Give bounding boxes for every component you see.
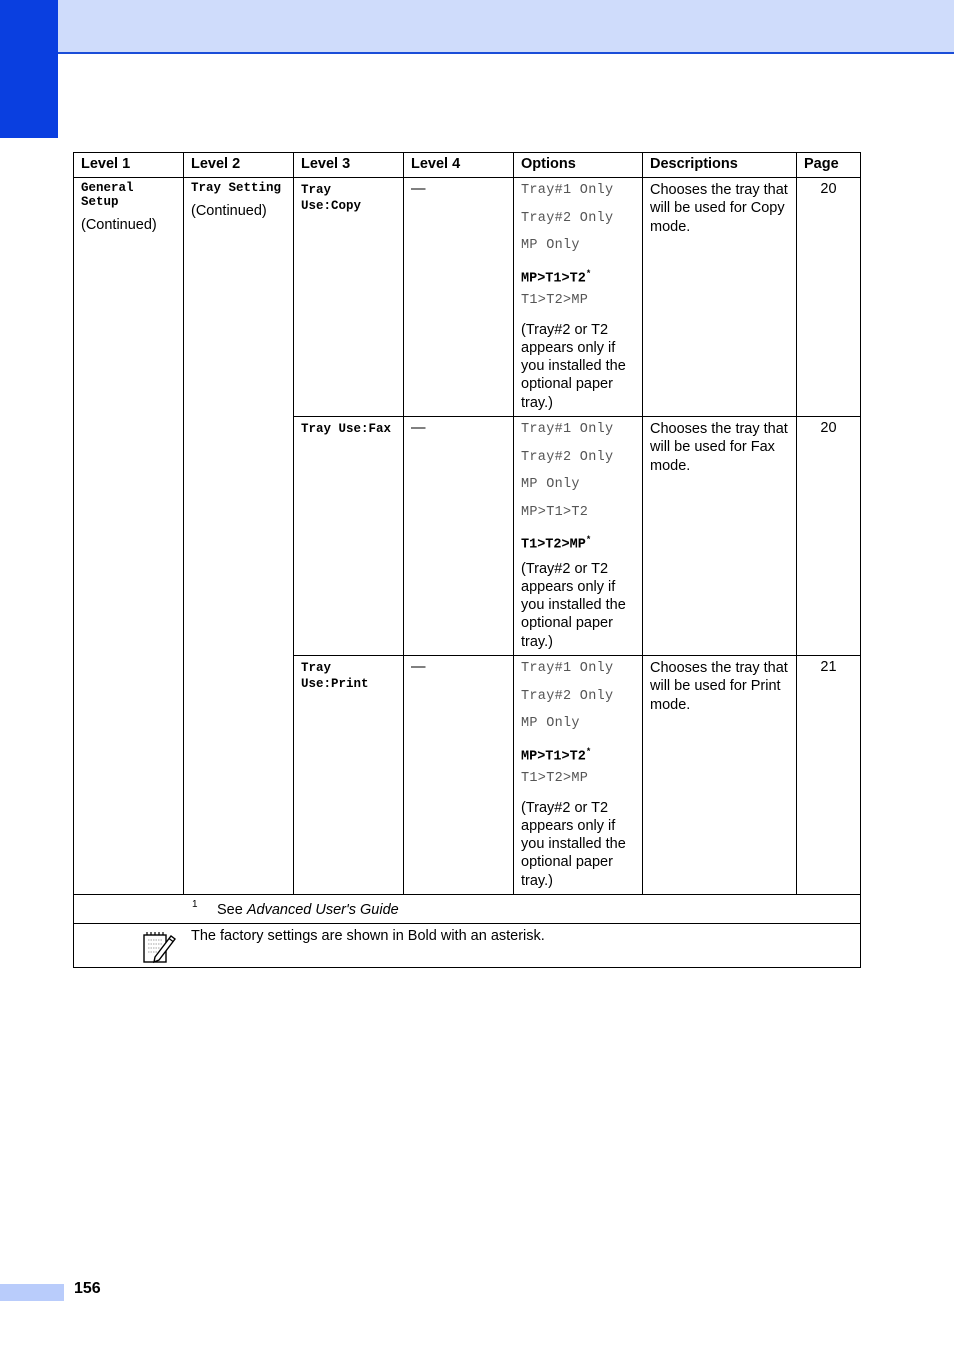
- option-label: T1>T2>MP: [521, 537, 586, 553]
- description-text: Chooses the tray that will be used for Fax mode.: [650, 421, 788, 474]
- option-default: [521, 530, 635, 558]
- page-cell: [797, 417, 861, 656]
- description-cell: [643, 417, 797, 656]
- option-label: MP>T1>T2: [521, 271, 586, 286]
- level3-setting: Tray Use: [301, 183, 332, 213]
- option-item: [521, 420, 635, 448]
- option-note: (Tray#2 or T2 appears only if you installed the optional paper tray.): [521, 799, 626, 889]
- header-row: [74, 153, 861, 178]
- option-item: [521, 769, 635, 797]
- table-row: [74, 178, 861, 417]
- option-label: MP Only: [521, 477, 580, 492]
- option-label: Tray#1 Only: [521, 422, 614, 437]
- header-level4: Level 4: [404, 153, 514, 178]
- default-asterisk: *: [585, 268, 592, 279]
- level4-cell: [404, 417, 514, 656]
- note-row: [74, 924, 861, 968]
- options-cell: [514, 417, 643, 656]
- page-cell: [797, 178, 861, 417]
- note-pencil-icon: [142, 930, 176, 964]
- option-item: [521, 209, 635, 237]
- menu-table: [73, 152, 861, 968]
- footnote-prefix: See: [217, 902, 247, 918]
- option-label: Tray#2 Only: [521, 210, 614, 226]
- level3-setting: Tray Use: [301, 422, 362, 436]
- option-label: Tray#2 Only: [521, 449, 614, 465]
- level2-continued: (Continued): [191, 203, 267, 219]
- page-number-bar: [0, 1284, 64, 1301]
- options-list: [514, 178, 642, 416]
- level4-value: —: [411, 659, 426, 675]
- header-level3: Level 3: [294, 153, 404, 178]
- level4-cell: [404, 656, 514, 895]
- option-label: MP Only: [521, 238, 580, 253]
- header-band: [58, 0, 954, 54]
- description-cell: [643, 178, 797, 417]
- option-note: (Tray#2 or T2 appears only if you installed the optional paper tray.): [521, 321, 626, 411]
- option-item: [521, 291, 635, 319]
- level3-cell: [294, 178, 404, 417]
- option-item: [521, 448, 635, 476]
- page-ref: 21: [820, 659, 837, 675]
- note-text: The factory settings are shown in Bold with an asterisk.: [191, 928, 545, 944]
- options-cell: [514, 178, 643, 417]
- header-page: Page: [797, 153, 861, 178]
- page-number: 156: [74, 1280, 101, 1297]
- level3-name: [294, 178, 403, 217]
- option-item: [521, 475, 635, 503]
- option-item: [521, 714, 635, 742]
- page-ref: 20: [820, 420, 837, 436]
- description-cell: [643, 656, 797, 895]
- footnote-text: [217, 902, 399, 918]
- options-list: [514, 656, 642, 894]
- option-item: [521, 181, 635, 209]
- option-item: [521, 236, 635, 264]
- level1-continued: (Continued): [81, 217, 157, 233]
- header-descriptions: Descriptions: [643, 153, 797, 178]
- level4-value: —: [411, 420, 426, 436]
- option-label: Tray#1 Only: [521, 183, 614, 198]
- level2-name: Tray Setting: [191, 181, 282, 195]
- level1-name: General Setup: [81, 181, 134, 209]
- description-text: Chooses the tray that will be used for Copy mode.: [650, 182, 788, 235]
- footnote-guide-title: Advanced User's Guide: [246, 902, 399, 918]
- option-label: Tray#2 Only: [521, 688, 614, 704]
- option-item: [521, 687, 635, 715]
- option-item: [521, 503, 635, 531]
- level1-cell: [74, 178, 184, 895]
- option-label: T1>T2>MP: [521, 293, 589, 308]
- option-label: T1>T2>MP: [521, 771, 589, 786]
- option-note: (Tray#2 or T2 appears only if you installed the optional paper tray.): [521, 560, 626, 650]
- option-default: [521, 742, 635, 770]
- options-list: [514, 417, 642, 655]
- chapter-tab: [0, 0, 58, 138]
- level4-value: —: [411, 181, 426, 197]
- option-default: [521, 264, 635, 292]
- level3-mode: :Fax: [361, 422, 392, 436]
- option-label: MP>T1>T2: [521, 749, 586, 764]
- header-level2: Level 2: [184, 153, 294, 178]
- default-asterisk: *: [585, 535, 592, 545]
- option-item: [521, 659, 635, 687]
- level3-setting: Tray Use: [301, 661, 332, 691]
- option-label: Tray#1 Only: [521, 661, 614, 676]
- header-level1: Level 1: [74, 153, 184, 178]
- level3-name: [294, 656, 403, 695]
- level2-content: [184, 178, 293, 223]
- page-ref: 20: [820, 181, 837, 197]
- page-cell: [797, 656, 861, 895]
- header-options: Options: [514, 153, 643, 178]
- description-text: Chooses the tray that will be used for Print mode.: [650, 660, 788, 713]
- default-asterisk: *: [585, 746, 592, 757]
- footnote-row: [74, 895, 861, 924]
- option-label: MP>T1>T2: [521, 504, 589, 520]
- level3-mode: :Print: [323, 677, 369, 691]
- level2-cell: [184, 178, 294, 895]
- level3-cell: [294, 656, 404, 895]
- footnote-number: 1: [192, 899, 198, 910]
- options-cell: [514, 656, 643, 895]
- level4-cell: [404, 178, 514, 417]
- level3-name: [294, 417, 403, 440]
- level3-cell: [294, 417, 404, 656]
- option-label: MP Only: [521, 716, 580, 731]
- level1-content: [74, 178, 183, 237]
- level3-mode: :Copy: [323, 199, 362, 213]
